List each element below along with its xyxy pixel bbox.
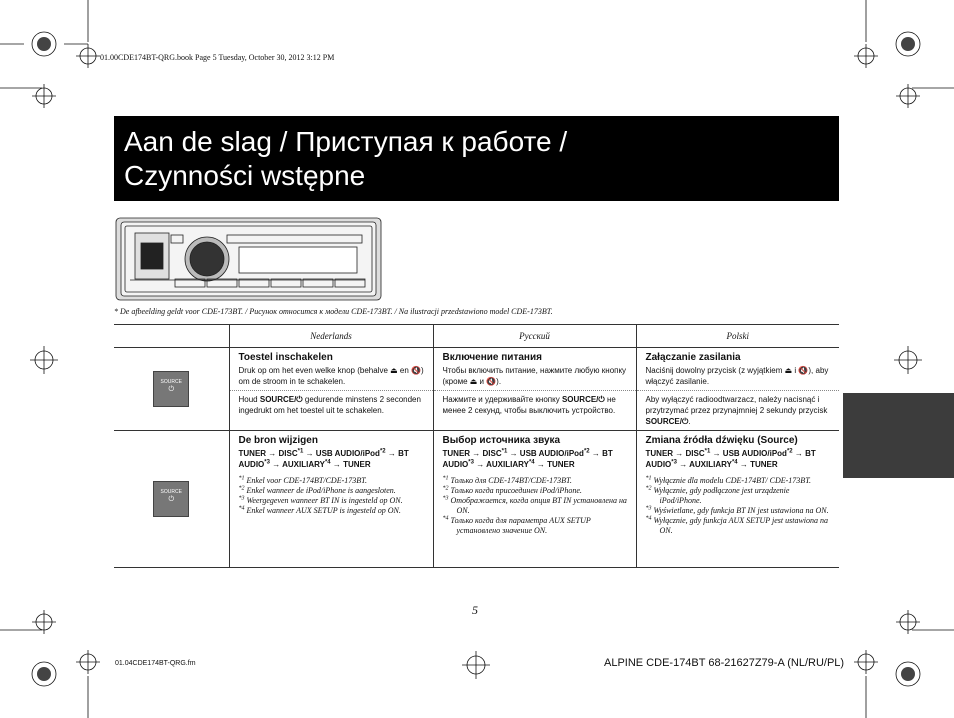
- footnote: $^{*2}$ Enkel wanneer de iPod/iPhone is aangesloten.: [238, 485, 396, 495]
- footnote: $^{*2}$ Wyłącznie, gdy podłączone jest urządzenie iPod/iPhone.: [645, 485, 790, 505]
- power-on-pl: Załączanie zasilania Naciśnij dowolny przycisk (z wyjątkiem ⏏ i 🔇), aby włączyć zasilanie.: [645, 352, 829, 386]
- source-button-cell-1: [114, 348, 229, 431]
- footnote: $^{*3}$ Wyświetlane, gdy funkcja BT IN jest ustawiona na ON.: [645, 505, 829, 515]
- column-header-ru: Русский: [433, 325, 636, 348]
- footnote: $^{*1}$ Wyłącznie dla modelu CDE-174BT/ CDE-173BT.: [645, 475, 812, 485]
- source-change-ru: Выбор источника звука TUNER → DISC$^{*1}$ → USB AUDIO/iPod$^{*2}$ → BT AUDIO$^{*3}$ → AUXILIARY$^{*4}$ → TUNER $^{*1}$ Только для CDE-174BT/CDE-173BT. $^{*2}$ Только когда присоединен iPod/iPhone. $^{*3}$ Отображается, когда опция BT IN установлена на ON. $^{*4}$ Только когда для параметра AUX SETUP установлено значение ON.: [433, 431, 636, 568]
- power-off-ru: Нажмите и удерживайте кнопку SOURCE/⏻ не менее 2 секунд, чтобы выключить устройство.: [433, 391, 636, 431]
- page-title-line2: Czynności wstępne: [124, 160, 366, 191]
- source-power-button-icon: SOURCE ⏻: [153, 371, 189, 407]
- page-number: 5: [472, 603, 478, 617]
- column-header-nl: Nederlands: [229, 325, 433, 348]
- page-title-line1: Aan de slag / Приступая к работе /: [124, 126, 568, 157]
- source-flow-nl: TUNER → DISC$^{*1}$ → USB AUDIO/iPod$^{*2}$ → BT AUDIO$^{*3}$ → AUXILIARY$^{*4}$ → TUNER: [238, 448, 409, 469]
- source-change-nl: De bron wijzigen TUNER → DISC$^{*1}$ → USB AUDIO/iPod$^{*2}$ → BT AUDIO$^{*3}$ → AUXILIARY$^{*4}$ → TUNER $^{*1}$ Enkel voor CDE-174BT/CDE-173BT. $^{*2}$ Enkel wanneer de iPod/iPhone is aangesloten. $^{*3}$ Weergegeven wanneer BT IN is ingesteld op ON. $^{*4}$ Enkel wanneer AUX SETUP is ingesteld op ON.: [229, 431, 433, 568]
- book-info-header: 01.00CDE174BT-QRG.book Page 5 Tuesday, October 30, 2012 3:12 PM: [100, 53, 335, 62]
- title-banner: [114, 116, 839, 201]
- power-on-ru: Включение питания Чтобы включить питание, нажмите любую кнопку (кроме ⏏ и 🔇).: [433, 348, 636, 391]
- instruction-table: [114, 324, 839, 568]
- footnote: $^{*1}$ Enkel voor CDE-174BT/CDE-173BT.: [238, 475, 368, 485]
- footer-model-info: ALPINE CDE-174BT 68-21627Z79-A (NL/RU/PL): [604, 657, 845, 669]
- footnote: $^{*3}$ Weergegeven wanneer BT IN is ingesteld op ON.: [238, 495, 403, 505]
- source-power-button-icon-2: SOURCE ⏻: [153, 481, 189, 517]
- illustration-caption: * De afbeelding geldt voor CDE-173BT. / Рисунок относится к модели CDE-173BT. / Na ilustracji przedstawiono model CDE-173BT.: [114, 307, 553, 316]
- source-flow-ru: TUNER → DISC$^{*1}$ → USB AUDIO/iPod$^{*2}$ → BT AUDIO$^{*3}$ → AUXILIARY$^{*4}$ → TUNER: [442, 448, 613, 469]
- section-tab: [843, 393, 954, 478]
- power-on-nl: Toestel inschakelen Druk op om het even welke knop (behalve ⏏ en 🔇) om de stroom in te schakelen.: [229, 348, 433, 391]
- power-off-nl: Houd SOURCE/⏻ gedurende minstens 2 seconden ingedrukt om het toestel uit te schakelen.: [229, 391, 433, 431]
- source-flow-pl: TUNER → DISC$^{*1}$ → USB AUDIO/iPod$^{*2}$ → BT AUDIO$^{*3}$ → AUXILIARY$^{*4}$ → TUNER: [645, 448, 816, 469]
- footnote: $^{*1}$ Только для CDE-174BT/CDE-173BT.: [442, 475, 572, 485]
- icon-column-header: [114, 325, 229, 348]
- power-off-pl: Aby wyłączyć radioodtwarzacz, należy nacisnąć i przytrzymać przez przynajmniej 2 sekundy przycisk SOURCE/⏻.: [636, 391, 839, 431]
- footnote: $^{*4}$ Wyłącznie, gdy funkcja AUX SETUP jest ustawiona na ON.: [645, 515, 829, 535]
- head-unit-illustration: [115, 217, 382, 301]
- footer-filename: 01.04CDE174BT-QRG.fm: [115, 660, 196, 667]
- footnote: $^{*3}$ Отображается, когда опция BT IN установлена на ON.: [442, 495, 627, 515]
- source-button-cell-2: [114, 431, 229, 568]
- footnote: $^{*4}$ Только когда для параметра AUX SETUP установлено значение ON.: [442, 515, 591, 535]
- column-header-pl: Polski: [636, 325, 839, 348]
- source-change-pl: Zmiana źródła dźwięku (Source) TUNER → DISC$^{*1}$ → USB AUDIO/iPod$^{*2}$ → BT AUDIO$^{*3}$ → AUXILIARY$^{*4}$ → TUNER $^{*1}$ Wyłącznie dla modelu CDE-174BT/ CDE-173BT. $^{*2}$ Wyłącznie, gdy podłączone jest urządzenie iPod/iPhone. $^{*3}$ Wyświetlane, gdy funkcja BT IN jest ustawiona na ON. $^{*4}$ Wyłącznie, gdy funkcja AUX SETUP jest ustawiona na ON.: [636, 431, 839, 568]
- footnote: $^{*4}$ Enkel wanneer AUX SETUP is ingesteld op ON.: [238, 505, 401, 515]
- footnote: $^{*2}$ Только когда присоединен iPod/iPhone.: [442, 485, 582, 495]
